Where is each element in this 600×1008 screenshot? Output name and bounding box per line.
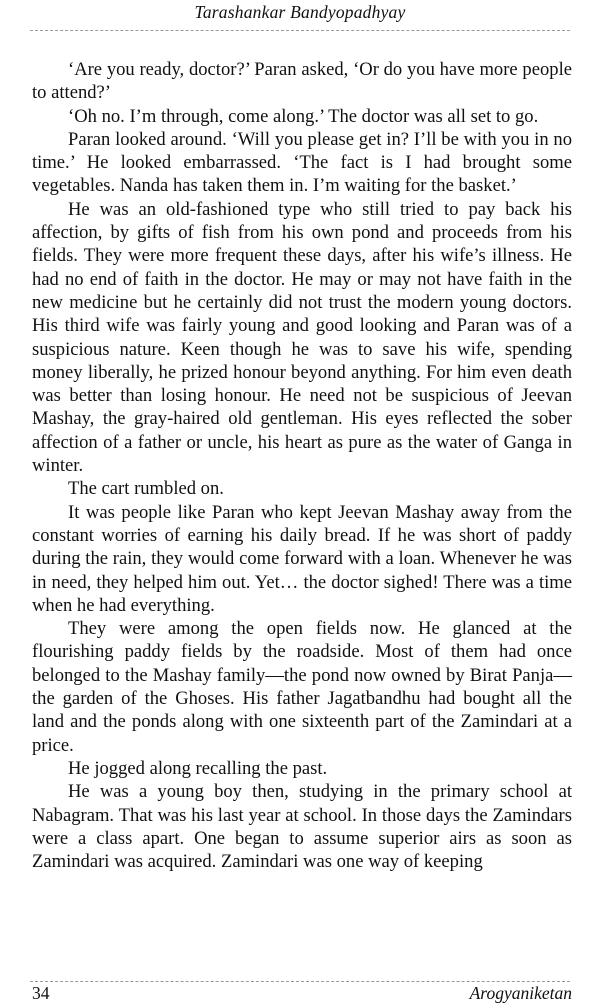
page-number: 34 xyxy=(32,983,50,1003)
paragraph: ‘Are you ready, doctor?’ Paran asked, ‘Or do you have more people to attend?’ xyxy=(32,59,572,104)
header-rule xyxy=(30,30,570,31)
paragraph: He was a young boy then, studying in the primary school at Nabagram. That was his last year at school. In those days the Zamindars were a class apart. One began to assume superior airs as soon as Zamindari was acquired. Zamindari was one way of keeping xyxy=(32,781,572,873)
paragraph: He jogged along recalling the past. xyxy=(68,757,328,779)
book-title: Arogyaniketan xyxy=(469,983,572,1003)
running-head: Tarashankar Bandyopadhyay xyxy=(194,2,406,22)
paragraph: Paran looked around. ‘Will you please get in? I’ll be with you in no time.’ He looked embarrassed. ‘The fact is I had brought some vegetables. Nanda has taken them in. I’m waiting for the basket.’ xyxy=(32,128,572,197)
footer-rule xyxy=(30,981,570,982)
paragraph: He was an old-fashioned type who still tried to pay back his affection, by gifts of fish from his own pond and proceeds from his fields. They were more frequent these days, after his wife’s illness. He had no end of faith in the doctor. He may or may not have faith in the new medicine but he certainly did not trust the modern young doctors. His third wife was fairly young and good looking and Paran was of a suspicious nature. Keen though he was to save his wife, spending money liberally, he prized honour beyond anything. For him even death was better than losing honour. He need not be suspicious of Jeevan Mashay, the gray-haired old gentleman. His eyes reflected the sober affection of a father or uncle, his heart as pure as the water of Ganga in winter. xyxy=(32,198,572,477)
paragraph: ‘Oh no. I’m through, come along.’ The doctor was all set to go. xyxy=(68,105,539,127)
paragraph: The cart rumbled on. xyxy=(68,478,224,500)
body-text xyxy=(32,58,572,873)
paragraph: It was people like Paran who kept Jeevan Mashay away from the constant worries of earning his daily bread. If he was short of paddy during the rain, they would come forward with a loan. Whenever he was in need, they helped him out. Yet… the doctor sighed! There was a time when he had everything. xyxy=(32,501,572,616)
paragraph: They were among the open fields now. He glanced at the flourishing paddy fields by the roadside. Most of them had once belonged to the Mashay family—the pond now owned by Birat Panja—the garden of the Ghoses. His father Jagatbandhu had bought all the land and the ponds along with one sixteenth part of the Zamindari at a price. xyxy=(32,618,572,756)
